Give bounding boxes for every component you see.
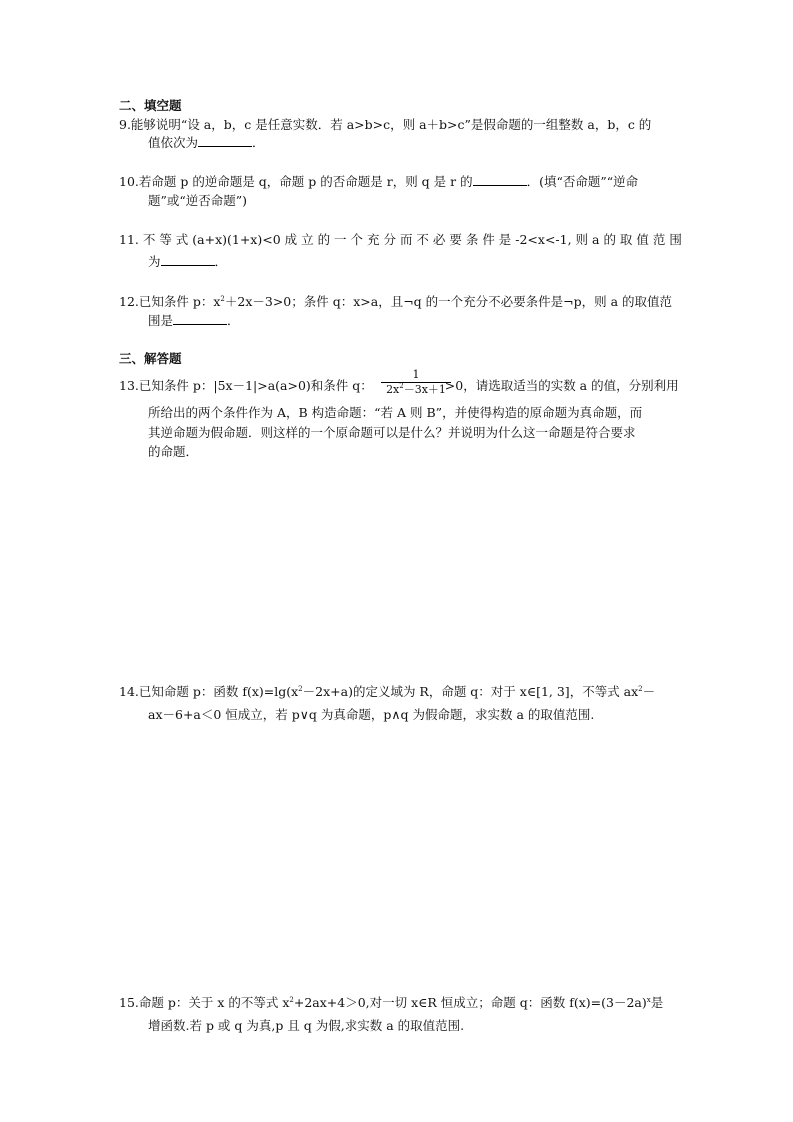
q13-line-3: 其逆命题为假命题．则这样的一个原命题可以是什么？并说明为什么这一命题是符合要求 [148,425,636,440]
q11-line-2-end: ． [214,254,228,269]
q10-line-1-text: 10.若命题 p 的逆命题是 q，命题 p 的否命题是 r，则 q 是 r 的 [119,174,473,189]
q9-line-2 [148,135,265,151]
q11-line-2 [148,254,227,270]
q12-line-2 [148,313,240,329]
q14-line-1-end: － [642,684,656,699]
q14-line-1-text: 14.已知命题 p：函数 f(x)=lg(x [119,684,299,699]
q14-exponent-1: 2 [298,685,303,693]
q13-den-part-a: 2x [386,383,400,396]
q11-answer-blank [161,254,215,266]
q13-line-2: 所给出的两个条件作为 A，B 构造命题：“若 A 则 B”，并使得构造的原命题为真命题，而 [148,405,643,420]
q12-line-2-text: 围是 [148,313,174,328]
q9-line-2-end: ． [252,135,265,150]
q12-line-1-rest: ＋2x－3>0；条件 q：x>a，且¬q 的一个充分不必要条件是¬p，则 a 的取值范 [224,294,673,309]
q15-line-1-mid: +2ax+4＞0,对一切 x∈R 恒成立；命题 q：函数 f(x)=(3－2a) [293,995,647,1010]
q9-line-1: 9.能够说明“设 a，b，c 是任意实数．若 a>b>c，则 a＋b>c”是假命题的一组整数 a，b，c 的 [119,117,652,132]
q13-fraction [381,368,451,397]
q10-line-1-end: ．(填“否命题”“逆命 [526,174,639,189]
q11-line-1: 11. 不 等 式 (a+x)(1+x)<0 成 立 的 一 个 充 分 而 不 必 要 条 件 是 -2<x<-1, 则 a 的 取 值 范 围 [119,232,682,247]
q14-line-2: ax－6+a＜0 恒成立，若 p∨q 为真命题，p∧q 为假命题，求实数 a 的取值范围. [148,707,595,722]
q13-fraction-denominator [381,383,451,397]
q14-line-1 [119,684,655,700]
q14-line-1-mid: －2x+a)的定义域为 R，命题 q：对于 x∈[1, 3]，不等式 ax [302,684,639,699]
q13-line-1-rest: >0，请选取适当的实数 a 的值，分别利用 [444,378,679,393]
q15-line-1-end: 是 [650,995,664,1010]
q15-exponent-2: x [646,996,651,1004]
q12-line-2-end: ． [227,313,240,328]
section-fill-blank-heading: 二、填空题 [119,98,182,113]
q13-fraction-numerator: 1 [412,368,420,381]
section-solution-heading: 三、解答题 [119,351,182,366]
q12-line-1-text: 12.已知条件 p：x [119,294,221,309]
q10-line-2: 题”或“逆否命题”) [148,193,248,208]
q9-line-2-text: 值依次为 [148,135,199,150]
q14-exponent-2: 2 [638,685,643,693]
q15-exponent-1: 2 [289,996,294,1004]
q10-answer-blank [473,174,527,186]
q15-line-1-text: 15.命题 p：关于 x 的不等式 x [119,995,290,1010]
q13-line-1-text: 13.已知条件 p：|5x－1|>a(a>0)和条件 q： [119,378,373,393]
q11-line-2-text: 为 [148,254,161,269]
q12-answer-blank [173,313,227,325]
q9-answer-blank [198,135,252,147]
q13-line-4: 的命题． [148,444,199,459]
q13-den-exponent: 2 [399,382,404,390]
q15-line-2: 增函数.若 p 或 q 为真,p 且 q 为假,求实数 a 的取值范围. [148,1018,465,1033]
q13-den-part-b: －3x＋1 [403,383,446,396]
q15-line-1 [119,995,663,1011]
q10-line-1 [119,174,638,190]
q12-line-1 [119,294,672,310]
q12-exponent: 2 [220,295,225,303]
